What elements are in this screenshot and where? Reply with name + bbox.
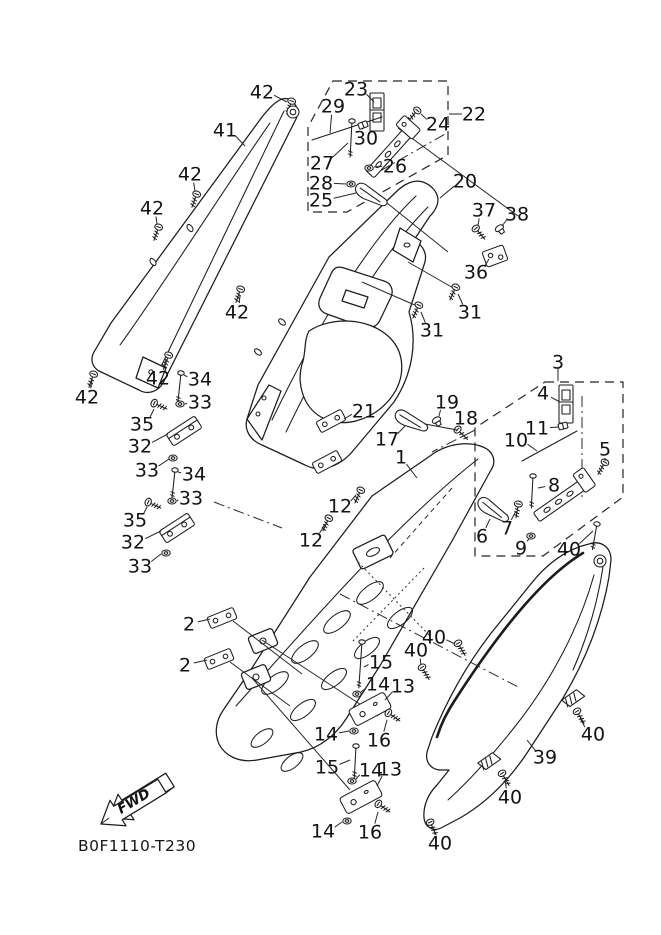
part-12-screw-1 (351, 486, 365, 505)
svg-text:14: 14 (310, 820, 336, 843)
callout-14-64 (311, 821, 342, 843)
callout-14-54 (361, 674, 390, 696)
svg-text:37: 37 (471, 199, 497, 222)
part-42-screw-3 (150, 223, 163, 242)
svg-text:3: 3 (551, 351, 565, 374)
svg-text:17: 17 (374, 428, 400, 451)
svg-text:40: 40 (556, 538, 582, 561)
svg-text:34: 34 (181, 463, 207, 486)
part-14-nut-2 (350, 728, 358, 734)
part-33-nut-3 (168, 498, 176, 504)
part-40-screw-3 (417, 663, 432, 682)
part-26-nut (365, 165, 373, 171)
svg-text:31: 31 (457, 301, 483, 324)
callout-12-44 (299, 524, 325, 552)
part-33-nut-2 (169, 455, 177, 461)
diagram-code: B0F1110-T230 (78, 837, 197, 855)
callout-33-26 (135, 459, 169, 482)
svg-text:16: 16 (357, 821, 383, 844)
callout-18-31 (454, 408, 478, 430)
svg-text:31: 31 (419, 319, 445, 342)
part-2-hinge-1 (207, 607, 237, 629)
part-8-pin (528, 474, 536, 508)
callout-42-13 (140, 198, 164, 225)
callout-31-18 (420, 312, 444, 342)
callout-29-2 (321, 96, 345, 134)
callout-5-35 (599, 439, 611, 462)
part-14-nut-4 (343, 818, 351, 824)
svg-text:33: 33 (127, 555, 153, 578)
svg-text:42: 42 (249, 81, 275, 104)
svg-text:35: 35 (122, 509, 148, 532)
callout-15-60 (315, 757, 350, 779)
svg-text:18: 18 (453, 407, 479, 430)
callout-15-53 (364, 652, 393, 674)
svg-text:15: 15 (314, 756, 340, 779)
svg-text:28: 28 (308, 172, 334, 195)
svg-text:11: 11 (524, 417, 550, 440)
svg-text:38: 38 (504, 203, 530, 226)
svg-text:27: 27 (309, 152, 335, 175)
part-32-plate-1 (166, 416, 202, 446)
svg-text:35: 35 (129, 413, 155, 436)
part-32-plate-2 (159, 513, 195, 543)
svg-text:33: 33 (134, 459, 160, 482)
callout-2-52 (179, 655, 207, 677)
fwd-arrow (101, 773, 174, 826)
svg-text:41: 41 (212, 119, 238, 142)
part-34-bolt-2 (169, 467, 179, 498)
callout-22-4 (449, 104, 486, 126)
part-25-handle (353, 182, 391, 207)
callout-32-25 (128, 434, 168, 458)
part-14-nut-1 (353, 691, 361, 697)
callout-2-49 (183, 614, 210, 636)
part-34-bolt-1 (175, 370, 185, 403)
svg-text:14: 14 (313, 723, 339, 746)
part-9-nut (527, 533, 535, 539)
part-41-hole-2 (149, 257, 158, 266)
fwd-label: FWD (114, 785, 154, 818)
svg-text:24: 24 (425, 113, 451, 136)
callout-35-24 (130, 409, 154, 436)
callout-33-39 (177, 488, 203, 510)
callout-38-15 (502, 204, 529, 227)
callout-42-12 (178, 164, 202, 192)
callout-34-21 (184, 369, 212, 391)
callout-40-51 (404, 640, 428, 666)
svg-text:22: 22 (461, 103, 487, 126)
svg-text:14: 14 (358, 759, 384, 782)
callout-9-46 (515, 538, 529, 560)
svg-text:13: 13 (390, 675, 416, 698)
callout-42-22 (75, 380, 99, 409)
svg-text:40: 40 (421, 626, 447, 649)
part-3-arm (528, 467, 596, 523)
part-16-screw-2 (374, 799, 393, 815)
svg-text:39: 39 (532, 746, 558, 769)
svg-text:19: 19 (434, 391, 460, 414)
svg-text:12: 12 (327, 495, 353, 518)
callout-3-27 (552, 352, 564, 381)
part-14-nut-3 (348, 778, 356, 784)
svg-text:2: 2 (178, 654, 192, 677)
callout-27-7 (310, 143, 348, 175)
svg-text:16: 16 (366, 729, 392, 752)
svg-text:26: 26 (382, 155, 408, 178)
svg-text:36: 36 (463, 261, 489, 284)
part-41-grommet (287, 106, 299, 118)
panel-41 (92, 98, 298, 392)
svg-text:20: 20 (452, 170, 478, 193)
svg-text:40: 40 (580, 723, 606, 746)
svg-text:12: 12 (298, 529, 324, 552)
part-20-hole-2 (253, 348, 262, 357)
callout-33-48 (128, 554, 161, 578)
svg-text:33: 33 (178, 487, 204, 510)
svg-text:21: 21 (351, 400, 377, 423)
callout-37-14 (472, 200, 496, 226)
callout-31-17 (458, 294, 482, 324)
part-33-nut-1 (176, 401, 184, 407)
callout-16-58 (367, 720, 391, 752)
svg-text:42: 42 (139, 197, 165, 220)
svg-text:40: 40 (427, 832, 453, 855)
svg-text:32: 32 (127, 435, 153, 458)
callout-41-5 (213, 120, 245, 147)
callout-40-66 (428, 829, 452, 855)
svg-text:40: 40 (497, 786, 523, 809)
part-33-nut-4 (162, 550, 170, 556)
callout-8-38 (538, 475, 560, 497)
callout-32-45 (121, 531, 161, 554)
callout-13-62 (377, 759, 402, 787)
svg-text:42: 42 (177, 163, 203, 186)
callout-14-57 (314, 724, 349, 746)
callout-36-16 (464, 259, 489, 284)
svg-text:4: 4 (536, 382, 550, 405)
callout-16-65 (358, 812, 382, 844)
part-28-nut (347, 181, 355, 187)
svg-text:10: 10 (503, 429, 529, 452)
svg-text:40: 40 (403, 639, 429, 662)
part-23-latch (370, 93, 384, 131)
svg-text:13: 13 (377, 758, 403, 781)
svg-text:5: 5 (598, 438, 612, 461)
callout-35-41 (123, 507, 147, 532)
svg-text:42: 42 (145, 367, 171, 390)
svg-text:29: 29 (320, 95, 346, 118)
callout-34-37 (178, 464, 206, 486)
callout-25-10 (309, 190, 356, 212)
part-2-hinge-2 (204, 648, 234, 670)
callout-4-28 (537, 383, 560, 405)
svg-text:2: 2 (182, 613, 196, 636)
svg-text:1: 1 (394, 446, 408, 469)
svg-text:15: 15 (368, 651, 394, 674)
part-37-screw (471, 224, 488, 242)
svg-text:9: 9 (514, 537, 528, 560)
callout-6-43 (476, 519, 490, 548)
svg-text:42: 42 (224, 301, 250, 324)
svg-text:25: 25 (308, 189, 334, 212)
callout-11-32 (525, 418, 558, 440)
svg-text:33: 33 (187, 391, 213, 414)
svg-text:6: 6 (475, 525, 489, 548)
svg-text:30: 30 (353, 127, 379, 150)
callout-30-6 (354, 128, 378, 150)
part-20-hole-1 (277, 318, 286, 327)
svg-text:8: 8 (547, 474, 561, 497)
svg-text:23: 23 (343, 78, 369, 101)
svg-text:7: 7 (500, 517, 514, 540)
svg-text:32: 32 (120, 531, 146, 554)
part-4-latch (559, 385, 573, 423)
part-39-grommet (594, 555, 606, 567)
callout-33-23 (185, 392, 212, 414)
svg-text:14: 14 (365, 673, 391, 696)
callout-24-3 (421, 114, 450, 136)
callout-12-40 (328, 495, 356, 518)
svg-text:34: 34 (187, 368, 213, 391)
part-35-screw-1 (150, 398, 169, 412)
callout-20-11 (440, 171, 477, 199)
svg-text:42: 42 (74, 386, 100, 409)
